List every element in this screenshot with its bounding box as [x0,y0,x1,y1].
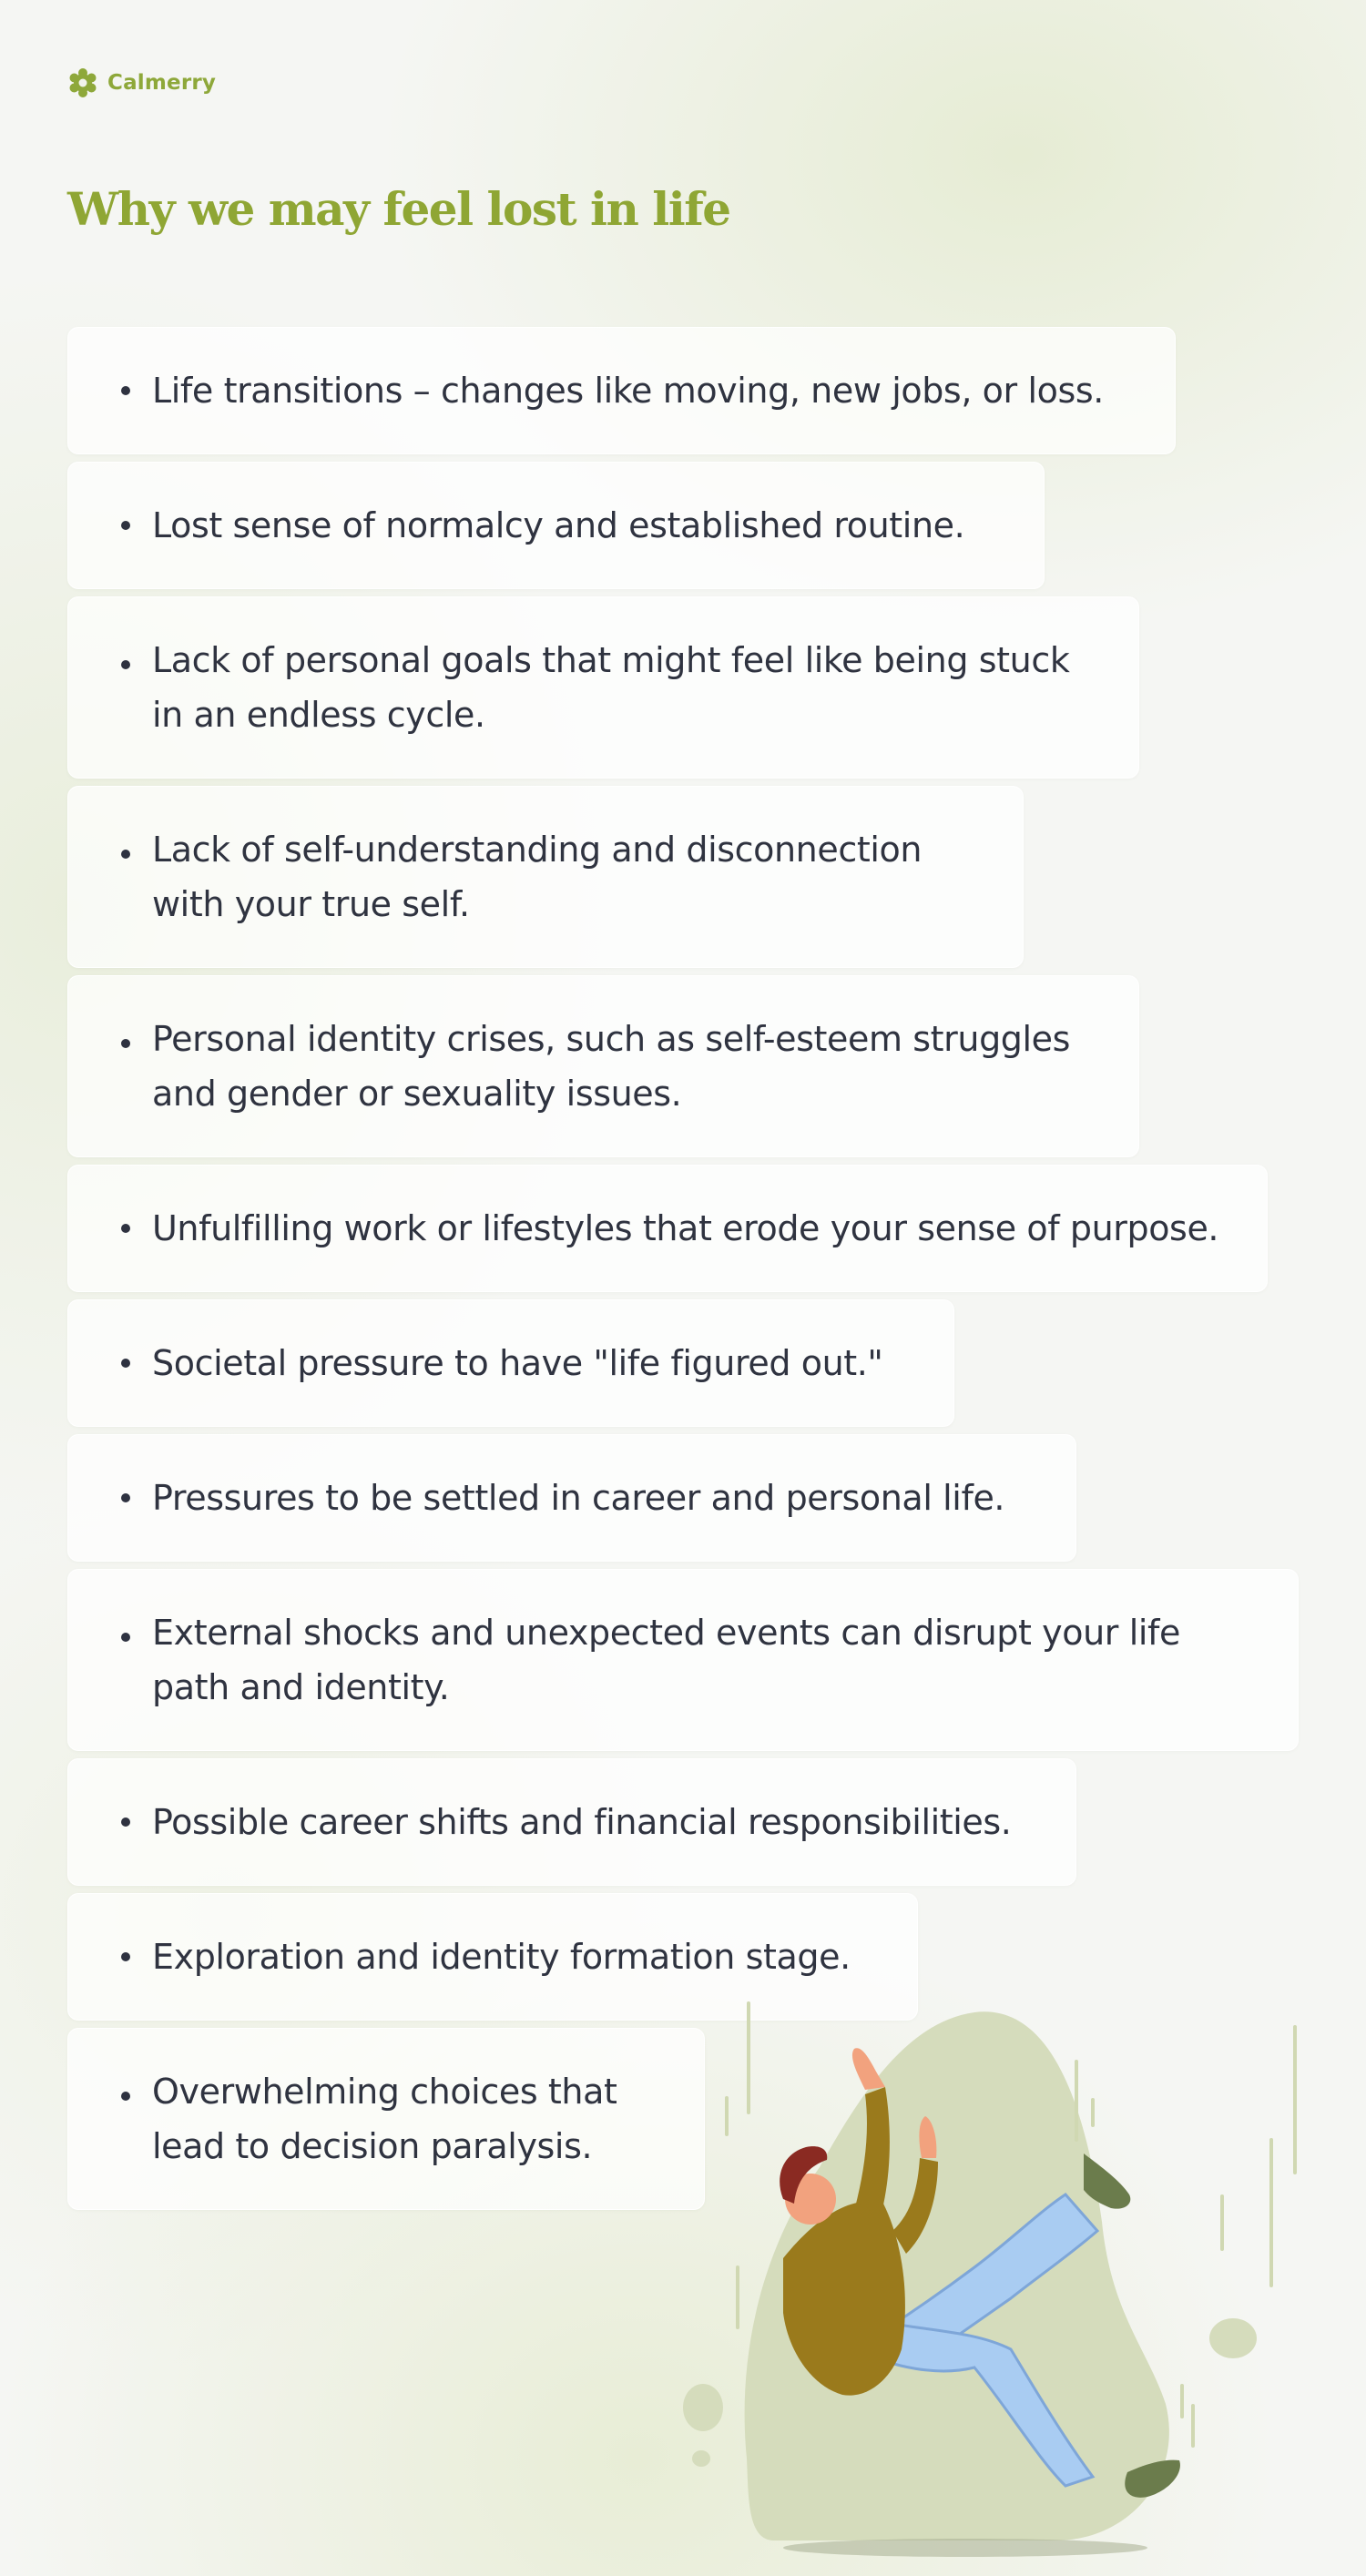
bullet-icon [121,1817,130,1827]
list-item [67,1165,1268,1292]
list-item-text: Societal pressure to have "life figured out." [152,1343,883,1383]
flower-gear-icon [67,67,98,98]
bullet-icon [121,2092,130,2101]
bullet-icon [121,1039,130,1048]
list-item-text: Lost sense of normalcy and established routine. [152,505,965,545]
list-item [67,1758,1076,1886]
list-item-text: Pressures to be settled in career and personal life. [152,1478,1005,1518]
brand-logo[interactable] [67,67,216,98]
list-item [67,975,1139,1157]
list-item [67,1434,1076,1562]
list-item-text: Personal identity crises, such as self-esteem struggles and gender or sexuality issues. [152,1019,1071,1114]
bullet-icon [121,521,130,530]
bullet-icon [121,1952,130,1961]
list-item-text: Lack of personal goals that might feel like being stuck in an endless cycle. [152,640,1070,735]
floating-blob [683,2384,723,2431]
list-item-text: Life transitions – changes like moving, new jobs, or loss. [152,371,1104,411]
list-item [67,2028,705,2210]
list-item [67,1299,954,1427]
list-item-text: Lack of self-understanding and disconnection with your true self. [152,830,923,924]
ground-shadow [783,2539,1147,2557]
list-item-text: External shocks and unexpected events can disrupt your life path and identity. [152,1613,1180,1707]
bullet-icon [121,1493,130,1502]
bullet-icon [121,850,130,859]
bullet-icon [121,1633,130,1642]
floating-blob [692,2450,710,2467]
list-item-text: Overwhelming choices that lead to decision paralysis. [152,2072,617,2166]
list-item [67,462,1045,589]
list-item [67,1569,1299,1751]
page-title: Why we may feel lost in life [67,182,730,236]
bullet-icon [121,1359,130,1368]
bullet-icon [121,660,130,669]
brand-name: Calmerry [107,71,217,95]
list-item [67,786,1024,968]
bullet-icon [121,1224,130,1233]
list-item [67,596,1139,779]
falling-person-illustration [674,1985,1311,2568]
bullet-icon [121,386,130,395]
list-item [67,327,1176,454]
list-item-text: Exploration and identity formation stage. [152,1937,851,1977]
list-item-text: Possible career shifts and financial responsibilities. [152,1802,1012,1842]
floating-blob [1209,2318,1257,2358]
list-item-text: Unfulfilling work or lifestyles that erode your sense of purpose. [152,1208,1219,1248]
hand-icon [852,2048,885,2090]
